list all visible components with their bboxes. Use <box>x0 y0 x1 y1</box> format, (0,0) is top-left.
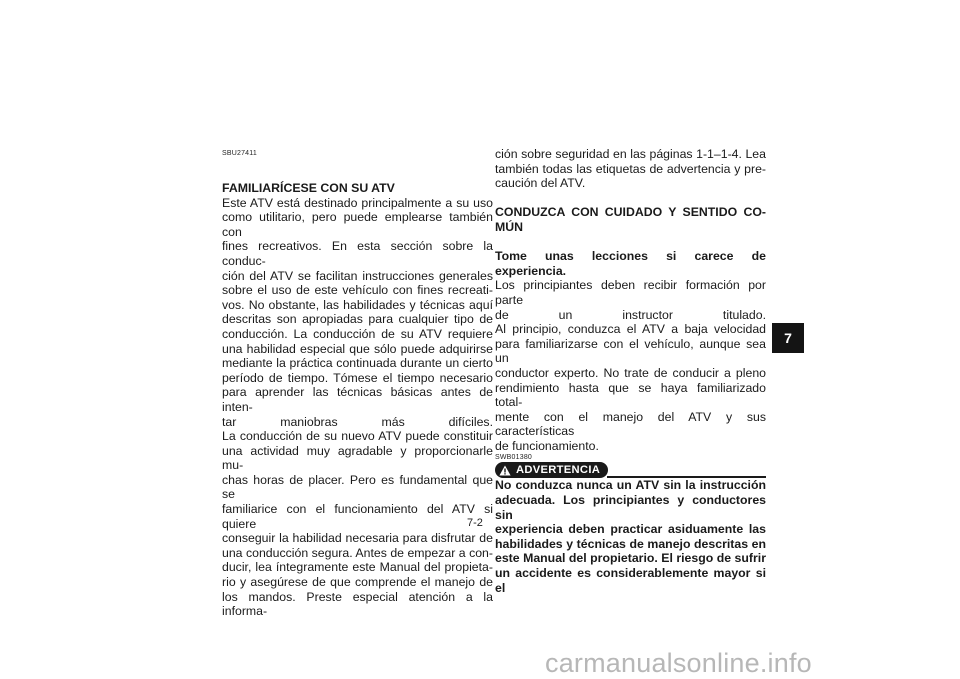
text-line: ducir, lea íntegramente este Manual del propieta- <box>222 560 493 575</box>
warning-rule <box>607 476 766 477</box>
warning-line: No conduzca nunca un ATV sin la instrucción <box>495 478 766 493</box>
warning-text <box>495 478 766 595</box>
left-column <box>222 181 493 619</box>
text-line: una actividad muy agradable y proporcionarle mu- <box>222 443 493 473</box>
text-line: de funcionamiento. <box>495 438 599 453</box>
warning-label: ADVERTENCIA <box>516 464 601 477</box>
text-line: una conducción segura. Antes de empezar a con- <box>222 545 493 560</box>
right-body <box>495 278 766 453</box>
text-line: rendimiento hasta que se haya familiarizado total- <box>495 380 766 410</box>
warning-line: adecuada. Los principiantes y conductores sin <box>495 493 766 522</box>
text-line: caución del ATV. <box>495 176 586 191</box>
left-body <box>222 196 493 619</box>
text-line: tar maniobras más difíciles. <box>222 414 493 429</box>
text-line: conseguir la habilidad necesaria para disfrutar de <box>222 531 493 546</box>
warning-code: SWB01380 <box>495 454 533 462</box>
section-heading: FAMILIARÍCESE CON SU ATV <box>222 181 395 195</box>
text-line: también todas las etiquetas de advertencia y pre- <box>495 161 766 176</box>
text-line: rio y asegúrese de que comprende el manejo de <box>222 575 493 590</box>
conduzca-heading <box>495 205 766 234</box>
text-line: ción del ATV se facilitan instrucciones generales <box>222 268 493 283</box>
warning-line: este Manual del propietario. El riesgo de sufrir <box>495 551 766 566</box>
text-line: de un instructor titulado. <box>495 307 766 322</box>
text-line: chas horas de placer. Pero es fundamental que se <box>222 472 493 502</box>
text-line: conducción. La conducción de su ATV requiere <box>222 326 493 341</box>
chapter-tab: 7 <box>772 323 804 353</box>
text-line: La conducción de su nuevo ATV puede constituir <box>222 429 493 444</box>
text-line: los mandos. Preste especial atención a la informa- <box>222 589 493 619</box>
lessons-subheading: Tome unas lecciones si carece de experiencia. <box>495 249 766 278</box>
text-line: vos. No obstante, las habilidades y técnicas aquí <box>222 297 493 312</box>
text-line: mente con el manejo del ATV y sus características <box>495 409 766 439</box>
heading-line: CONDUZCA CON CUIDADO Y SENTIDO CO- <box>495 205 766 220</box>
page-number: 7-2 <box>467 517 483 529</box>
right-intro <box>495 147 766 191</box>
text-line: para familiarizarse con el vehículo, aunque sea un <box>495 336 766 366</box>
text-line: mediante la práctica continuada durante un cierto <box>222 356 493 371</box>
section-code: SBU27411 <box>222 150 257 157</box>
watermark: carmanualsonline.info <box>545 648 812 678</box>
text-line: Este ATV está destinado principalmente a su uso <box>222 195 493 210</box>
warning-badge <box>495 462 608 478</box>
text-line: Los principiantes deben recibir formación por parte <box>495 278 766 307</box>
text-line: fines recreativos. En esta sección sobre la conduc- <box>222 239 493 268</box>
text-line: como utilitario, pero puede emplearse también con <box>222 210 493 239</box>
right-column <box>495 147 766 595</box>
warning-header <box>495 454 766 478</box>
text-line: familiarice con el funcionamiento del ATV si quiere <box>222 502 493 531</box>
text-line: una habilidad especial que sólo puede adquirirse <box>222 341 493 356</box>
text-line: Al principio, conduzca el ATV a baja velocidad <box>495 322 766 337</box>
heading-line: MÚN <box>495 219 524 234</box>
warning-line: experiencia deben practicar asiduamente las <box>495 522 766 537</box>
text-line: ción sobre seguridad en las páginas 1-1–1-4. Lea <box>495 147 766 161</box>
warning-triangle-icon <box>499 465 511 476</box>
text-line: período de tiempo. Tómese el tiempo necesario <box>222 370 493 385</box>
text-line: para aprender las técnicas básicas antes de inten- <box>222 385 493 414</box>
warning-line: un accidente es considerablemente mayor si el <box>495 566 766 595</box>
text-line: conductor experto. No trate de conducir a pleno <box>495 365 766 380</box>
text-line: descritas son apropiadas para cualquier tipo de <box>222 312 493 327</box>
text-line: sobre el uso de este vehículo con fines recreati- <box>222 283 493 298</box>
warning-line: habilidades y técnicas de manejo descritas en <box>495 536 766 551</box>
